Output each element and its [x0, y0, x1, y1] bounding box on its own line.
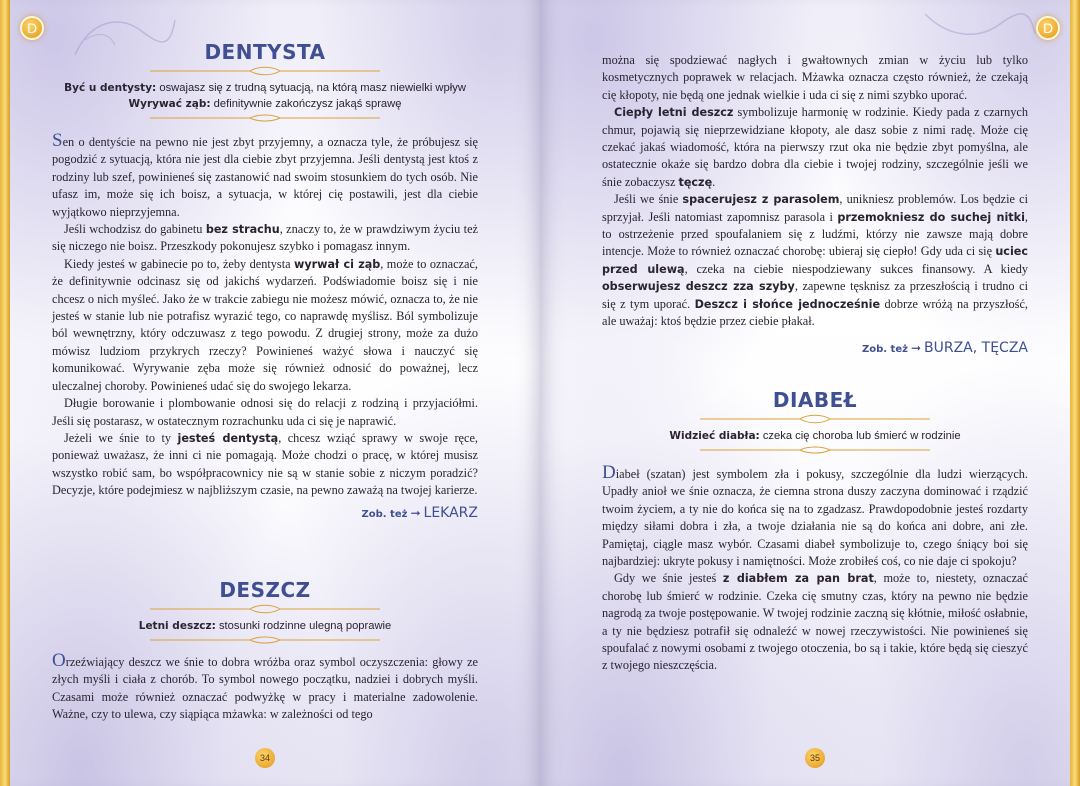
entry-body	[52, 650, 478, 724]
gold-flourish-icon	[700, 446, 930, 454]
meaning-line	[52, 618, 478, 634]
paragraph: można się spodziewać nagłych i gwałtownych zmian w życiu lub tylko kosmetycznych poprawek w relacjach. Mżawka oznacza często również, że czekają cię kłopoty, nie będą one jednak wielkie i uda ci się z nimi szybko uporać.	[602, 53, 1028, 102]
paragraph: Jeśli wchodzisz do gabinetu bez strachu, znaczy to, że w prawdziwym życiu też się niczego nie boisz. Przeszkody pokonujesz szybko i pomagasz innym.	[52, 222, 478, 254]
paragraph: Długie borowanie i plombowanie odnosi się do relacji z rodziną i przyjaciółmi. Jeśli się postarasz, w ostatecznym rozrachunku uda ci się je naprawić.	[52, 396, 478, 428]
see-also-link[interactable]: BURZA, TĘCZA	[924, 339, 1028, 356]
gold-page-edge	[0, 0, 10, 786]
paragraph: Jeżeli we śnie to ty jesteś dentystą, chcesz wziąć sprawy w swoje ręce, ponieważ uważasz, że inni ci nie pomagają. Może chodzi o pracę, w której musisz wszystko robić sam, bo współpracownicy nie są w stanie sobie z niczym poradzić? Decyzje, które podejmiesz w najbliższym czasie, na pewno zaważą na twojej karierze.	[52, 430, 479, 498]
paragraph: Kiedy jesteś w gabinecie po to, żeby dentysta wyrwał ci ząb, może to oznaczać, że definitywnie odcinasz się od jakichś wydarzeń. Podświadomie boisz się i nie chcesz o nich myśleć. Jako że w trakcie zabiegu nie możesz mówić, oznacza to, że nie jesteś w stanie lub nie potrafisz wyrazić tego, co naprawdę myślisz. Ból symbolizuje ból wewnętrzny, który odczuwasz z tego powodu. Z drugiej strony, może za dużo mówisz ludziom przykrych rzeczy? Powinieneś ważyć słowa i nauczyć się komunikować. Wyrywanie zęba może się również odnosić do poważnej, lecz uleczalnej choroby. Powinieneś udać się do swojego lekarza.	[52, 256, 478, 393]
paragraph: Ciepły letni deszcz symbolizuje harmonię w rodzinie. Kiedy pada z czarnych chmur, pojawią się nieprzewidziane kłopoty, ale dasz sobie z nimi radę. Może cię czekać jakaś wiadomość, która na pierwszy rzut oka nie będzie zbyt pomyślna, ale ostatecznie okaże się bardzo dobra dla ciebie i twojej rodziny, szczególnie jeśli we śnie zobaczysz tęczę.	[602, 105, 1028, 189]
right-page	[540, 0, 1080, 786]
arrow-right-icon: ➞	[410, 505, 421, 520]
gold-flourish-icon	[150, 636, 380, 644]
drop-cap: S	[52, 130, 63, 151]
meaning-term: Wyrywać ząb:	[128, 98, 211, 110]
entry-diabel	[602, 388, 1028, 675]
meaning-text: definitywnie zakończysz jakąś sprawę	[210, 98, 402, 110]
decorative-swirl-icon	[920, 4, 1040, 44]
gold-flourish-icon	[150, 114, 380, 122]
paragraph: Sen o dentyście na pewno nie jest zbyt przyjemny, a oznacza tyle, że próbujesz się pogodzić z sytuacją, która nie jest dla ciebie zbyt przyjemna. Jeśli dentystą jest ktoś z rodziny lub szef, powinieneś się zastanowić nad swoim stosunkiem do tych osób. Nie ufasz im, może się ich boisz, a sytuacja, w której cię postawili, jest dla ciebie wyjątkowo nieprzyjemna.	[52, 130, 478, 219]
entry-deszcz-continued	[602, 52, 1028, 359]
meaning-line	[52, 80, 478, 96]
see-also-label: Zob. też	[861, 343, 908, 355]
entry-title: DENTYSTA	[204, 40, 326, 64]
entry-deszcz	[52, 578, 478, 724]
moon-star-ornament-icon	[1044, 78, 1058, 92]
section-tab-letter: D	[20, 16, 44, 40]
entry-body	[602, 462, 1028, 675]
gold-flourish-icon	[150, 66, 380, 76]
paragraph: Jeśli we śnie spacerujesz z parasolem, unikniesz problemów. Los będzie ci sprzyjał. Jeśli natomiast zapomnisz parasola i przemokniesz do suchej nitki, to ostrzeżenie przed spoufalaniem się z ludźmi, którzy nie zawsze mają dobre intencje. Może to również oznaczać chorobę: ubieraj się ciepło! Gdy uda ci się uciec przed ulewą, czeka na ciebie niespodziewany sukces finansowy. A kiedy obserwujesz deszcz zza szyby, zapewne tęsknisz za przeszłością i trudno ci się z tym uporać. Deszcz i słońce jednocześnie dobrze wróżą na przyszłość, ale uważaj: ktoś będzie przez ciebie płakał.	[602, 192, 1028, 329]
see-also	[602, 339, 1028, 359]
see-also-link[interactable]: LEKARZ	[423, 504, 478, 521]
entry-title: DIABEŁ	[772, 388, 858, 412]
meaning-line	[52, 96, 478, 112]
entry-body	[52, 130, 479, 500]
section-tab-letter: D	[1036, 16, 1060, 40]
see-also-label: Zob. też	[361, 508, 408, 520]
paragraph: Orzeźwiający deszcz we śnie to dobra wróżba oraz symbol oczyszczenia: głowy ze złych myśli i ciała z chorób. To symbol nowego początku, nadziei i dobrych myśli. Czasami może również oznaczać podwyżkę w pracy i materialne zadowolenie. Ważne, czy to ulewa, czy siąpiąca mżawka: w zależności od tego	[52, 650, 478, 722]
drop-cap: O	[52, 650, 66, 671]
meaning-term: Widzieć diabła:	[669, 430, 760, 442]
meaning-text: stosunki rodzinne ulegną poprawie	[215, 620, 392, 632]
meaning-term: Być u dentysty:	[64, 82, 157, 94]
see-also	[52, 504, 478, 524]
meaning-text: czeka cię choroba lub śmierć w rodzinie	[759, 430, 961, 442]
paragraph: Gdy we śnie jesteś z diabłem za pan brat, może to, niestety, oznaczać chorobę lub śmierć w rodzinie. Czeka cię smutny czas, który na pewno nie będzie nagrodą za twoje postępowanie. W twojej rodzinie zaczną się kłótnie, miłość osłabnie, a ty nie będziesz potrafił się odnaleźć w nowej rzeczywistości. Nie powinieneś się spoufalać z nowymi osobami z twojego otoczenia, bo są i takie, które będą się cieszyć z twojego nieszczęścia.	[602, 571, 1028, 673]
gold-flourish-icon	[700, 414, 930, 424]
entry-body	[602, 52, 1028, 331]
meaning-text: oswajasz się z trudną sytuacją, na którą masz niewielki wpływ	[156, 82, 466, 94]
meaning-line	[602, 428, 1028, 444]
drop-cap: D	[602, 462, 616, 483]
gold-flourish-icon	[150, 604, 380, 614]
meaning-term: Letni deszcz:	[138, 620, 216, 632]
entry-title: DESZCZ	[219, 578, 311, 602]
entry-dentysta	[52, 40, 478, 524]
gold-page-edge	[1070, 0, 1080, 786]
page-number: 34	[255, 748, 275, 768]
page-number: 35	[805, 748, 825, 768]
arrow-right-icon: ➞	[910, 340, 921, 355]
paragraph: Diabeł (szatan) jest symbolem zła i pokusy, szczególnie dla ludzi wierzących. Upadły anioł we śnie oznacza, że ciemna strona duszy zaczyna dominować i rządzić twoim życiem, a ty nie do końca się na to zgadzasz. Prawdopodobnie jesteś rozdarty między siłami dobra i zła, a twoje działania nie są do końca ani dobre, ani złe. Pamiętaj, ciągle masz wybór. Czasami diabeł symbolizuje to, czego śniący boi się najbardziej: ukryte pokusy i namiętności. Może zrobiłeś coś, co nie daje ci spokoju?	[602, 462, 1028, 569]
moon-star-ornament-icon	[22, 78, 36, 92]
